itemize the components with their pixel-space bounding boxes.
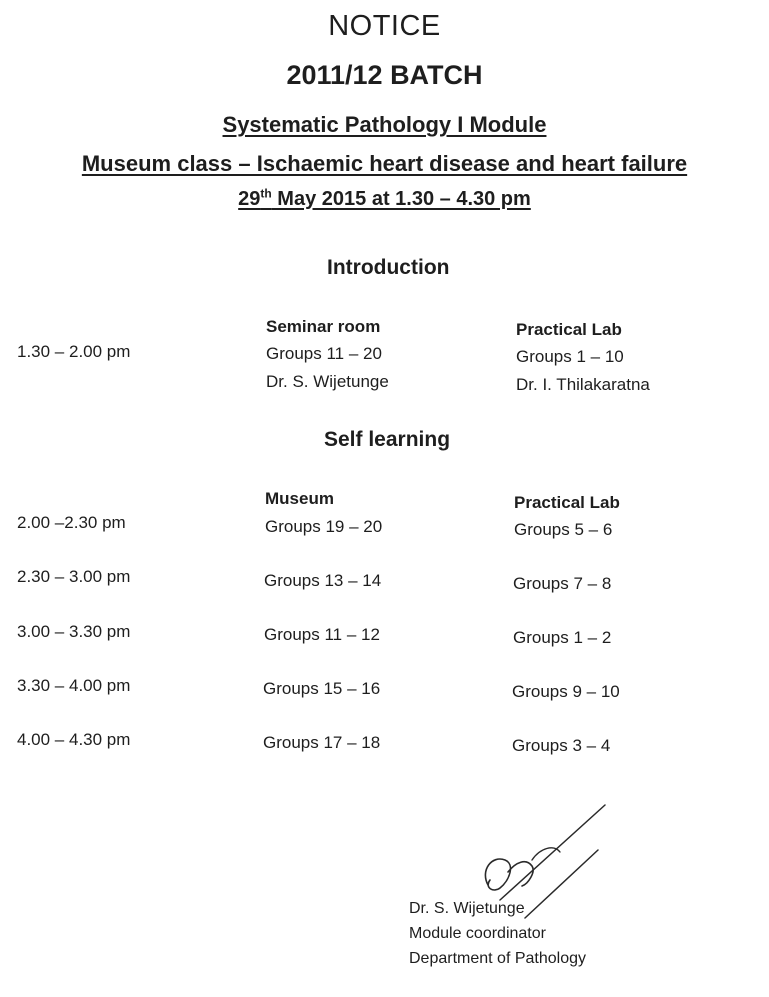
introduction-heading: Introduction bbox=[327, 256, 450, 279]
signatory-name: Dr. S. Wijetunge bbox=[409, 900, 525, 917]
schedule-time: 4.00 – 4.30 pm bbox=[17, 730, 131, 749]
schedule-museum-groups: Groups 15 – 16 bbox=[263, 679, 381, 698]
intro-left-venue: Seminar room bbox=[266, 317, 381, 336]
schedule-time: 3.00 – 3.30 pm bbox=[17, 622, 131, 641]
date-day: 29 bbox=[238, 187, 261, 210]
signature-block bbox=[409, 896, 586, 971]
signatory-department: Department of Pathology bbox=[409, 950, 586, 967]
date-heading bbox=[0, 186, 769, 211]
schedule-time: 2.30 – 3.00 pm bbox=[17, 567, 131, 586]
schedule-lab-groups: Groups 1 – 2 bbox=[513, 628, 612, 647]
col-museum-header: Museum bbox=[265, 489, 334, 508]
intro-right-venue: Practical Lab bbox=[516, 320, 622, 339]
intro-right-lecturer: Dr. I. Thilakaratna bbox=[516, 375, 650, 394]
intro-left-groups: Groups 11 – 20 bbox=[266, 344, 382, 363]
schedule-museum-groups: Groups 13 – 14 bbox=[264, 571, 382, 590]
schedule-museum-groups: Groups 19 – 20 bbox=[265, 517, 383, 536]
schedule-lab-groups: Groups 3 – 4 bbox=[512, 736, 611, 755]
schedule-time: 2.00 –2.30 pm bbox=[17, 513, 126, 532]
date-suffix: th bbox=[260, 186, 272, 200]
notice-title: NOTICE bbox=[328, 10, 441, 42]
self-learning-heading: Self learning bbox=[324, 428, 451, 451]
date-heading-text bbox=[238, 188, 531, 210]
intro-right-groups: Groups 1 – 10 bbox=[516, 347, 624, 366]
schedule-museum-groups: Groups 11 – 12 bbox=[264, 625, 380, 644]
module-heading-text: Systematic Pathology I Module bbox=[222, 112, 547, 137]
schedule-lab-groups: Groups 7 – 8 bbox=[513, 574, 612, 593]
schedule-lab-groups: Groups 5 – 6 bbox=[514, 520, 613, 539]
col-lab-header: Practical Lab bbox=[514, 493, 620, 512]
intro-time: 1.30 – 2.00 pm bbox=[17, 342, 131, 361]
schedule-time: 3.30 – 4.00 pm bbox=[17, 676, 131, 695]
class-heading bbox=[0, 151, 769, 177]
batch-heading: 2011/12 BATCH bbox=[286, 60, 483, 90]
schedule-lab-groups: Groups 9 – 10 bbox=[512, 682, 620, 701]
signatory-role: Module coordinator bbox=[409, 925, 546, 942]
module-heading bbox=[0, 112, 769, 138]
class-heading-text: Museum class – Ischaemic heart disease and heart failure bbox=[81, 151, 688, 176]
date-rest: May 2015 at 1.30 – 4.30 pm bbox=[271, 187, 531, 210]
schedule-museum-groups: Groups 17 – 18 bbox=[263, 733, 381, 752]
intro-left-lecturer: Dr. S. Wijetunge bbox=[266, 372, 389, 391]
